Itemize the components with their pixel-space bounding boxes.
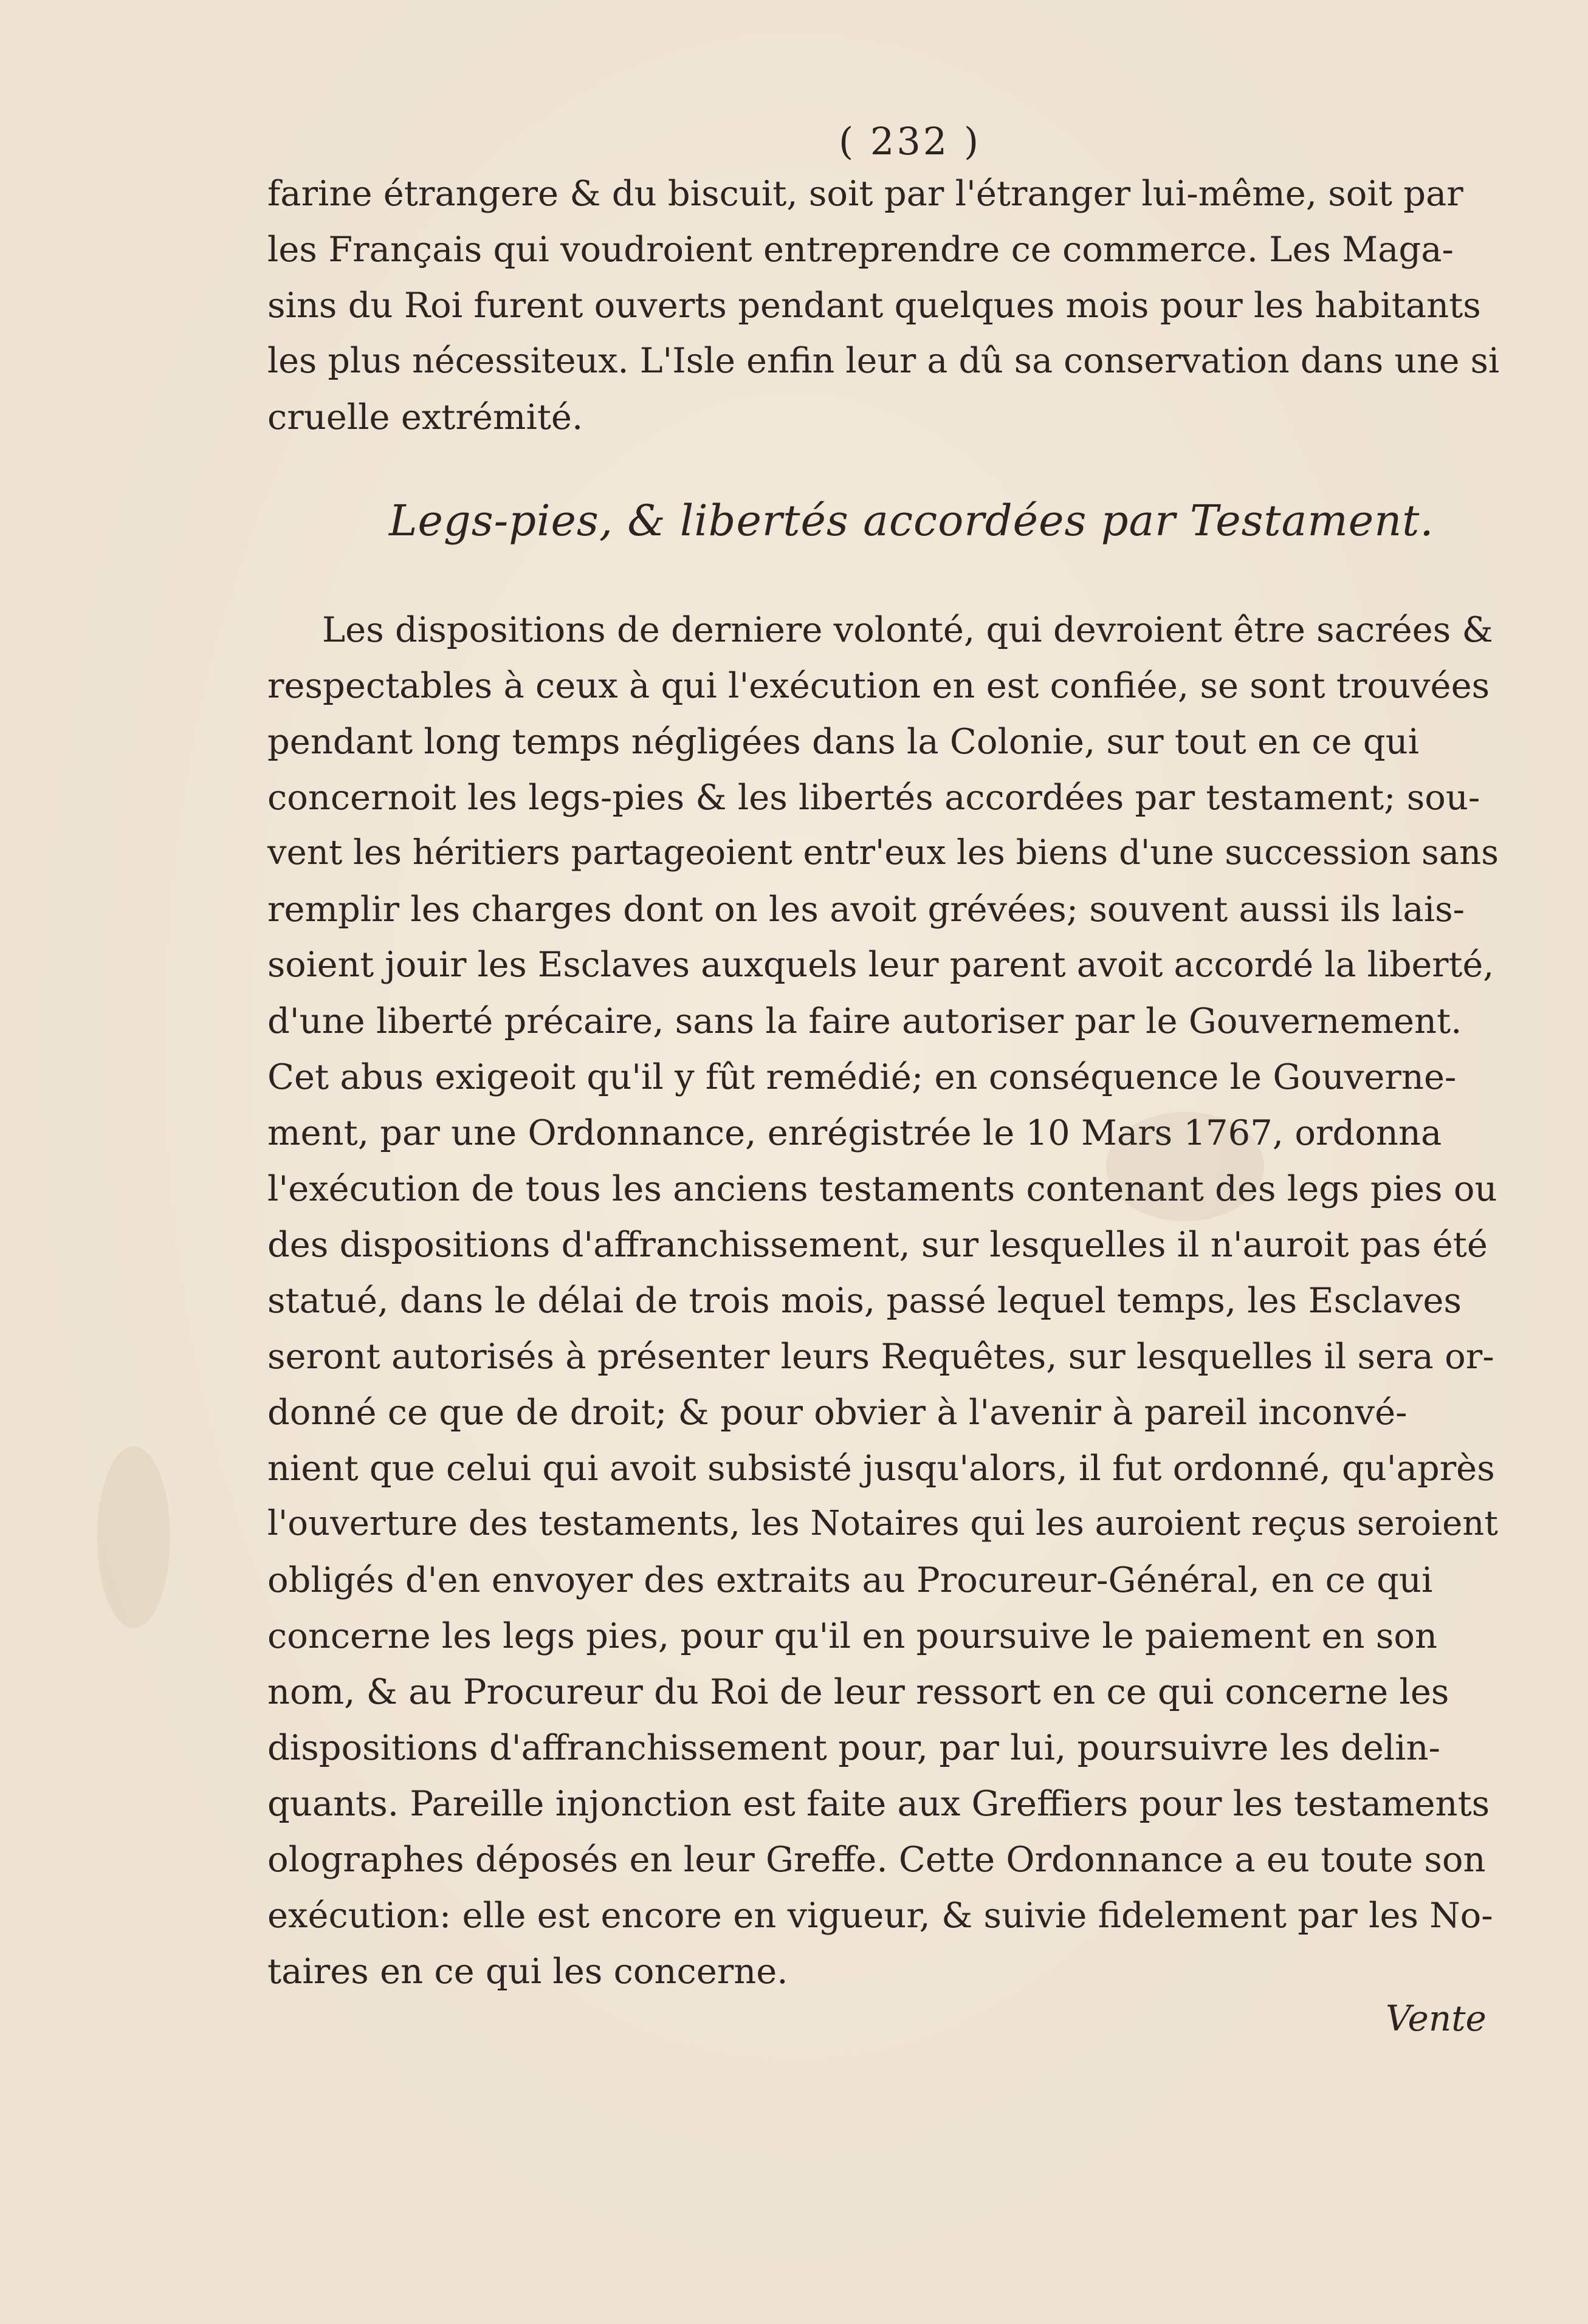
text-line: seront autorisés à présenter leurs Requêtes, sur lesquelles il sera or- (267, 1336, 1494, 1377)
paragraph-1 (267, 173, 1501, 456)
text-line: donné ce que de droit; & pour obvier à l'avenir à pareil inconvé- (267, 1392, 1408, 1433)
text-line: taires en ce qui les concerne. (267, 1951, 788, 1992)
paper-stain (97, 1446, 170, 1628)
text-line: nient que celui qui avoit subsisté jusqu'alors, il fut ordonné, qu'après (267, 1448, 1495, 1489)
text-line: remplir les charges dont on les avoit grévées; souvent aussi ils lais- (267, 889, 1465, 930)
text-line: respectables à ceux à qui l'exécution en est confiée, se sont trouvées (267, 665, 1490, 706)
text-line: Les dispositions de derniere volonté, qui devroient être sacrées & (322, 609, 1493, 650)
section-heading: Legs-pies, & libertés accordées par Testament. (389, 496, 1434, 546)
text-line: quants. Pareille injonction est faite aux Greffiers pour les testaments (267, 1783, 1490, 1824)
text-line: vent les héritiers partageoient entr'eux les biens d'une succession sans (267, 833, 1499, 872)
text-line: olographes déposés en leur Greffe. Cette Ordonnance a eu toute son (267, 1839, 1486, 1880)
text-line: concernoit les legs-pies & les libertés accordées par testament; sou- (267, 777, 1480, 818)
text-line: nom, & au Procureur du Roi de leur ressort en ce qui concerne les (267, 1671, 1449, 1712)
text-line: farine étrangere & du biscuit, soit par l'étranger lui-même, soit par (267, 173, 1463, 214)
text-line: l'ouverture des testaments, les Notaires qui les auroient reçus seroient (267, 1504, 1498, 1543)
text-line: ment, par une Ordonnance, enrégistrée le 10 Mars 1767, ordonna (267, 1112, 1442, 1153)
text-line: sins du Roi furent ouverts pendant quelques mois pour les habitants (267, 285, 1481, 326)
text-line: exécution: elle est encore en vigueur, & suivie fidelement par les No- (267, 1895, 1493, 1936)
paragraph-2 (267, 609, 1501, 2010)
page-number: ( 232 ) (839, 119, 981, 163)
text-line: pendant long temps négligées dans la Colonie, sur tout en ce qui (267, 721, 1420, 762)
catchword: Vente (1386, 1998, 1487, 2039)
text-line: concerne les legs pies, pour qu'il en poursuive le paiement en son (267, 1616, 1438, 1656)
text-line: cruelle extrémité. (267, 397, 583, 437)
text-line: obligés d'en envoyer des extraits au Procureur-Général, en ce qui (267, 1560, 1433, 1600)
text-line: les Français qui voudroient entreprendre ce commerce. Les Maga- (267, 229, 1454, 270)
text-line: soient jouir les Esclaves auxquels leur parent avoit accordé la liberté, (267, 945, 1494, 985)
text-line: statué, dans le délai de trois mois, passé lequel temps, les Esclaves (267, 1280, 1462, 1321)
text-line: les plus nécessiteux. L'Isle enfin leur a dû sa conservation dans une si (267, 341, 1500, 381)
text-line: des dispositions d'affranchissement, sur lesquelles il n'auroit pas été (267, 1224, 1488, 1265)
text-line: Cet abus exigeoit qu'il y fût remédié; en conséquence le Gouverne- (267, 1057, 1457, 1097)
text-line: dispositions d'affranchissement pour, par lui, poursuivre les delin- (267, 1727, 1440, 1768)
text-line: d'une liberté précaire, sans la faire autoriser par le Gouvernement. (267, 1001, 1462, 1041)
text-line: l'exécution de tous les anciens testaments contenant des legs pies ou (267, 1168, 1497, 1209)
